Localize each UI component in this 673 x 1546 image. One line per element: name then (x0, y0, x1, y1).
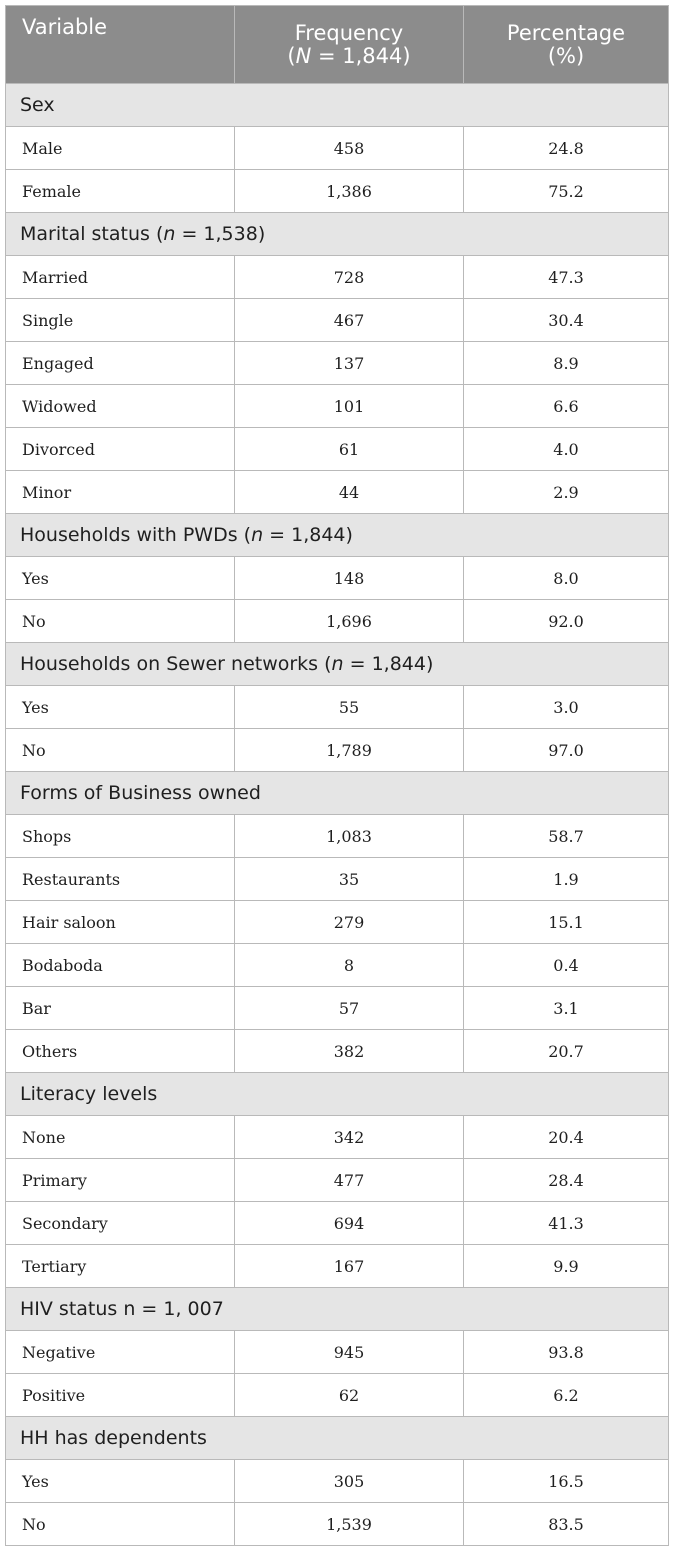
table-row (6, 815, 669, 858)
row-frequency: 61 (235, 428, 464, 471)
header-frequency (235, 6, 464, 84)
row-label: Hair saloon (6, 901, 235, 944)
row-label: Engaged (6, 342, 235, 385)
table-row (6, 557, 669, 600)
section-header-row (6, 1417, 669, 1460)
row-percentage: 3.0 (464, 686, 669, 729)
row-label: Single (6, 299, 235, 342)
demographics-table (5, 5, 669, 1546)
row-frequency: 728 (235, 256, 464, 299)
row-frequency: 1,696 (235, 600, 464, 643)
section-title-n: n (331, 653, 344, 675)
table-row (6, 1245, 669, 1288)
row-label: Minor (6, 471, 235, 514)
row-frequency: 167 (235, 1245, 464, 1288)
section-header-row (6, 1288, 669, 1331)
table-row (6, 1503, 669, 1546)
row-frequency: 1,083 (235, 815, 464, 858)
row-percentage: 6.2 (464, 1374, 669, 1417)
row-frequency: 945 (235, 1331, 464, 1374)
row-label: Tertiary (6, 1245, 235, 1288)
row-frequency: 467 (235, 299, 464, 342)
table-row (6, 127, 669, 170)
section-header-row (6, 84, 669, 127)
row-percentage: 8.9 (464, 342, 669, 385)
header-percentage (464, 6, 669, 84)
row-percentage: 3.1 (464, 987, 669, 1030)
table-row (6, 686, 669, 729)
row-label: Shops (6, 815, 235, 858)
row-percentage: 1.9 (464, 858, 669, 901)
row-frequency: 458 (235, 127, 464, 170)
table-row (6, 1374, 669, 1417)
row-label: Yes (6, 557, 235, 600)
header-percentage-unit: (%) (547, 43, 585, 68)
row-percentage: 41.3 (464, 1202, 669, 1245)
row-percentage: 20.4 (464, 1116, 669, 1159)
row-percentage: 16.5 (464, 1460, 669, 1503)
row-label: Positive (6, 1374, 235, 1417)
table-header (6, 6, 669, 84)
table-row (6, 471, 669, 514)
row-label: Bar (6, 987, 235, 1030)
row-frequency: 382 (235, 1030, 464, 1073)
row-label: No (6, 729, 235, 772)
row-percentage: 58.7 (464, 815, 669, 858)
row-label: No (6, 1503, 235, 1546)
row-label: Yes (6, 686, 235, 729)
section-title-n: n (251, 524, 264, 546)
section-title-count: = 1,844) (343, 653, 434, 675)
table-row (6, 170, 669, 213)
row-frequency: 57 (235, 987, 464, 1030)
row-frequency: 137 (235, 342, 464, 385)
row-percentage: 6.6 (464, 385, 669, 428)
section-title-n: n (163, 223, 176, 245)
section-header-row (6, 213, 669, 256)
row-frequency: 694 (235, 1202, 464, 1245)
row-frequency: 8 (235, 944, 464, 987)
section-header-row (6, 643, 669, 686)
row-label: None (6, 1116, 235, 1159)
row-label: Bodaboda (6, 944, 235, 987)
table-row (6, 256, 669, 299)
table-row (6, 1331, 669, 1374)
table-body (6, 84, 669, 1546)
row-frequency: 305 (235, 1460, 464, 1503)
section-title-text: Sex (20, 94, 55, 116)
table-row (6, 901, 669, 944)
row-label: Male (6, 127, 235, 170)
table-row (6, 428, 669, 471)
row-percentage: 0.4 (464, 944, 669, 987)
row-percentage: 9.9 (464, 1245, 669, 1288)
header-frequency-title: Frequency (294, 20, 404, 45)
row-label: Primary (6, 1159, 235, 1202)
row-frequency: 477 (235, 1159, 464, 1202)
section-title (6, 1073, 669, 1116)
row-frequency: 44 (235, 471, 464, 514)
row-frequency: 1,386 (235, 170, 464, 213)
table-row (6, 1030, 669, 1073)
row-label: Married (6, 256, 235, 299)
section-title-text: Literacy levels (20, 1083, 158, 1105)
section-title (6, 643, 669, 686)
row-percentage: 83.5 (464, 1503, 669, 1546)
row-percentage: 8.0 (464, 557, 669, 600)
table-row (6, 299, 669, 342)
table-row (6, 1159, 669, 1202)
row-percentage: 24.8 (464, 127, 669, 170)
row-percentage: 15.1 (464, 901, 669, 944)
section-title (6, 772, 669, 815)
row-percentage: 30.4 (464, 299, 669, 342)
header-frequency-open: ( (287, 43, 296, 68)
section-title-text: HH has dependents (20, 1427, 207, 1449)
table-row (6, 858, 669, 901)
table-row (6, 987, 669, 1030)
header-frequency-rest: = 1,844) (311, 43, 411, 68)
section-header-row (6, 514, 669, 557)
table-row (6, 944, 669, 987)
section-title-text: Marital status ( (20, 223, 164, 245)
section-title (6, 213, 669, 256)
row-label: Divorced (6, 428, 235, 471)
row-label: Secondary (6, 1202, 235, 1245)
row-label: Widowed (6, 385, 235, 428)
row-percentage: 20.7 (464, 1030, 669, 1073)
section-title (6, 514, 669, 557)
row-frequency: 35 (235, 858, 464, 901)
row-percentage: 2.9 (464, 471, 669, 514)
section-title-text: Forms of Business owned (20, 782, 261, 804)
row-percentage: 92.0 (464, 600, 669, 643)
table-row (6, 1116, 669, 1159)
section-title (6, 1288, 669, 1331)
row-label: No (6, 600, 235, 643)
row-percentage: 97.0 (464, 729, 669, 772)
row-percentage: 47.3 (464, 256, 669, 299)
table-row (6, 342, 669, 385)
row-percentage: 93.8 (464, 1331, 669, 1374)
section-header-row (6, 1073, 669, 1116)
row-frequency: 148 (235, 557, 464, 600)
row-percentage: 28.4 (464, 1159, 669, 1202)
table-row (6, 1202, 669, 1245)
row-frequency: 62 (235, 1374, 464, 1417)
row-frequency: 279 (235, 901, 464, 944)
table-row (6, 600, 669, 643)
table-row (6, 729, 669, 772)
header-frequency-n: N (295, 43, 312, 68)
section-title-text: HIV status n = 1, 007 (20, 1298, 224, 1320)
row-frequency: 101 (235, 385, 464, 428)
table-row (6, 1460, 669, 1503)
row-label: Negative (6, 1331, 235, 1374)
row-frequency: 342 (235, 1116, 464, 1159)
row-label: Female (6, 170, 235, 213)
row-frequency: 55 (235, 686, 464, 729)
section-title-count: = 1,844) (263, 524, 353, 546)
table-row (6, 385, 669, 428)
row-percentage: 75.2 (464, 170, 669, 213)
row-percentage: 4.0 (464, 428, 669, 471)
header-percentage-title: Percentage (506, 20, 626, 45)
row-label: Others (6, 1030, 235, 1073)
section-title-count: = 1,538) (175, 223, 266, 245)
section-title-text: Households with PWDs ( (20, 524, 252, 546)
row-frequency: 1,789 (235, 729, 464, 772)
section-title-text: Households on Sewer networks ( (20, 653, 332, 675)
row-frequency: 1,539 (235, 1503, 464, 1546)
row-label: Restaurants (6, 858, 235, 901)
section-title (6, 1417, 669, 1460)
header-variable: Variable (6, 6, 235, 84)
section-title (6, 84, 669, 127)
row-label: Yes (6, 1460, 235, 1503)
section-header-row (6, 772, 669, 815)
